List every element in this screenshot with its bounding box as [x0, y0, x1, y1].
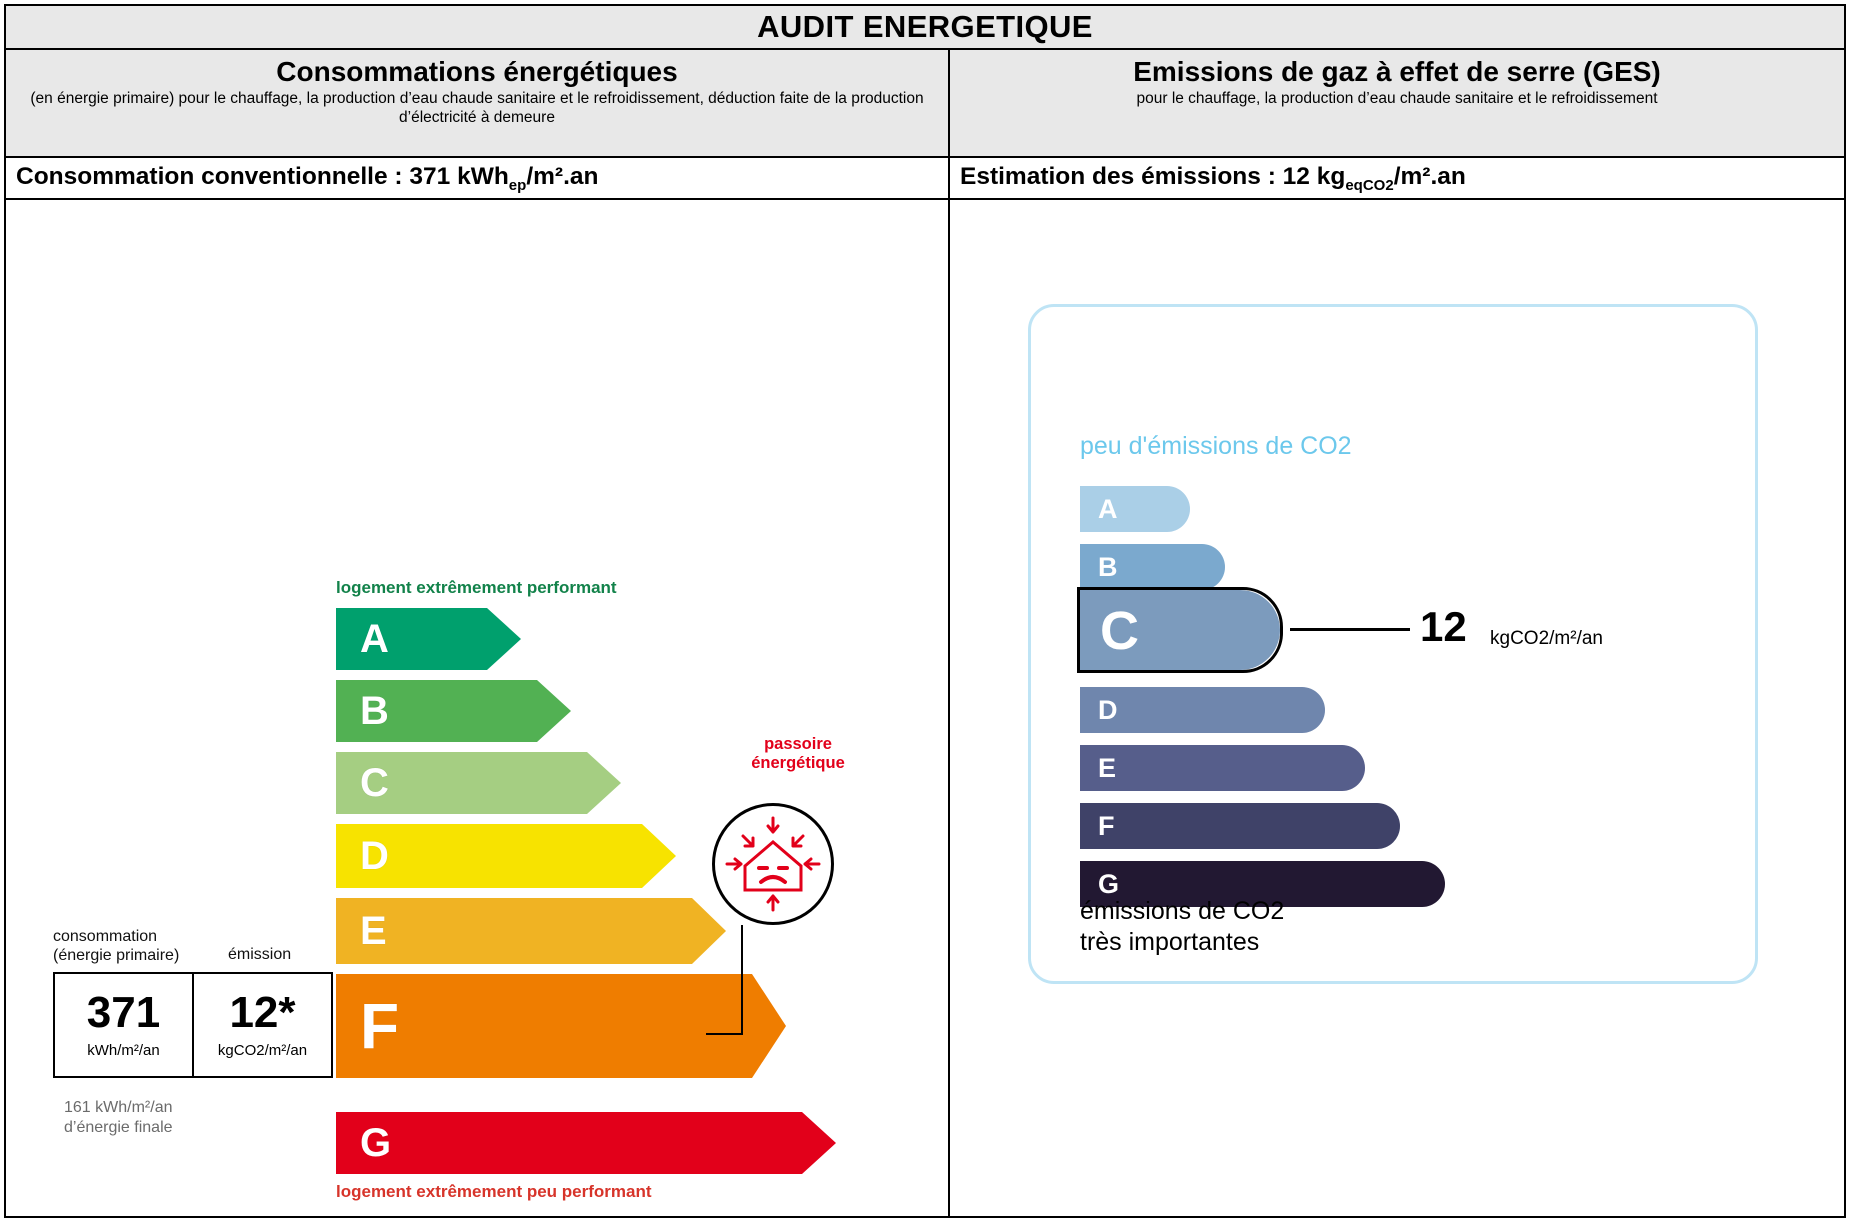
ges-class-D [1080, 687, 1325, 733]
passoire-line2: énergétique [751, 753, 845, 772]
ges-value-prefix: Estimation des émissions : 12 kg [960, 162, 1346, 190]
dpe-class-E-shape [336, 898, 726, 964]
consumption-unit: kWh/m²/an [87, 1042, 160, 1059]
consumption-caption-line1: consommation [53, 928, 158, 945]
energy-value-subscript: ep [508, 176, 527, 194]
dpe-class-B-letter: B [360, 689, 389, 733]
ges-class-A-letter: A [1098, 493, 1118, 524]
ges-value-subscript: eqCO2 [1345, 176, 1394, 194]
passoire-energetique-label [733, 735, 863, 773]
dpe-class-E-letter: E [360, 909, 387, 953]
dpe-ladder [6, 200, 948, 1216]
ges-section-title: Emissions de gaz à effet de serre (GES) [1133, 56, 1661, 87]
ges-bottom-label [1080, 896, 1284, 959]
dpe-class-G [336, 1112, 836, 1174]
ges-top-label: peu d'émissions de CO2 [1080, 432, 1352, 460]
consumption-caption-line2: (énergie primaire) [53, 947, 180, 965]
energy-value-text [16, 163, 598, 194]
ges-value-text [960, 163, 1466, 194]
passoire-house-icon [712, 803, 834, 925]
dpe-class-B [336, 680, 571, 742]
energy-section-subtitle: (en énergie primaire) pour le chauffage, la production d’eau chaude sanitaire et le refroidissement, déduction faite de la production d’électricité à demeure [30, 90, 924, 126]
consumption-value-box [53, 972, 333, 1078]
ges-class-E-letter: E [1098, 752, 1117, 783]
document-title-bar [6, 6, 1844, 50]
consumption-caption [53, 927, 179, 965]
dpe-class-F-letter: F [360, 990, 400, 1062]
final-energy-note [64, 1098, 173, 1138]
energy-value-bar [6, 158, 948, 200]
dpe-class-E [336, 898, 726, 964]
dpe-class-A [336, 608, 521, 670]
dpe-class-A-letter: A [360, 617, 389, 661]
ges-class-C-letter: C [1100, 601, 1139, 661]
dpe-class-G-letter: G [360, 1121, 392, 1165]
consumption-cell [55, 974, 194, 1076]
passoire-connector-vertical [741, 925, 743, 1035]
consumption-value: 371 [86, 988, 161, 1037]
page-title: AUDIT ENERGETIQUE [757, 9, 1093, 44]
energy-chart-area [6, 200, 948, 1216]
dpe-class-D-letter: D [360, 834, 389, 878]
emission-unit: kgCO2/m²/an [217, 1042, 308, 1059]
ges-bottom-label-line1: émissions de CO2 [1080, 897, 1285, 925]
energy-value-suffix: /m².an [526, 162, 599, 190]
dpe-class-C [336, 752, 621, 814]
energy-section-title: Consommations énergétiques [276, 56, 678, 87]
two-column-layout [6, 50, 1844, 1216]
emission-caption: émission [228, 946, 292, 963]
dpe-class-F [336, 974, 786, 1078]
ges-class-B-letter: B [1098, 551, 1118, 582]
energy-value-prefix: Consommation conventionnelle : 371 kWh [16, 162, 509, 190]
dpe-top-label: logement extrêmement performant [336, 578, 617, 597]
final-energy-line2: d’énergie finale [64, 1119, 173, 1136]
ges-chart-area [950, 200, 1844, 1216]
passoire-connector-horizontal [706, 1033, 743, 1035]
dpe-class-G-shape [336, 1112, 836, 1174]
ges-section-header [950, 50, 1844, 158]
ges-value-suffix: /m².an [1393, 162, 1466, 190]
emission-value: 12* [229, 988, 296, 1037]
ges-value-connector [1290, 628, 1410, 631]
ges-class-F [1080, 803, 1400, 849]
emission-cell [194, 974, 331, 1076]
ges-class-F-letter: F [1098, 810, 1115, 841]
dpe-class-C-letter: C [360, 761, 389, 805]
dpe-class-F-shape [336, 974, 786, 1078]
ges-section-subtitle: pour le chauffage, la production d’eau chaude sanitaire et le refroidissement [1136, 90, 1658, 107]
ges-column [950, 50, 1844, 1216]
document-frame [4, 4, 1846, 1218]
passoire-line1: passoire [764, 735, 832, 753]
ges-value: 12 [1420, 603, 1467, 650]
ges-unit: kgCO2/m²/an [1490, 628, 1603, 649]
ges-value-bar [950, 158, 1844, 200]
dpe-bottom-label: logement extrêmement peu performant [336, 1182, 652, 1201]
ges-bottom-label-line2: très importantes [1080, 928, 1260, 957]
energy-section-header [6, 50, 948, 158]
energy-consumption-column [6, 50, 950, 1216]
ges-class-B [1080, 544, 1225, 590]
ges-class-D-letter: D [1098, 694, 1118, 725]
ges-class-G-letter: G [1098, 868, 1120, 899]
ges-class-A [1080, 486, 1190, 532]
final-energy-line1: 161 kWh/m²/an [64, 1099, 173, 1116]
ges-class-E [1080, 745, 1365, 791]
dpe-class-D [336, 824, 676, 888]
sad-house-icon [715, 806, 831, 922]
